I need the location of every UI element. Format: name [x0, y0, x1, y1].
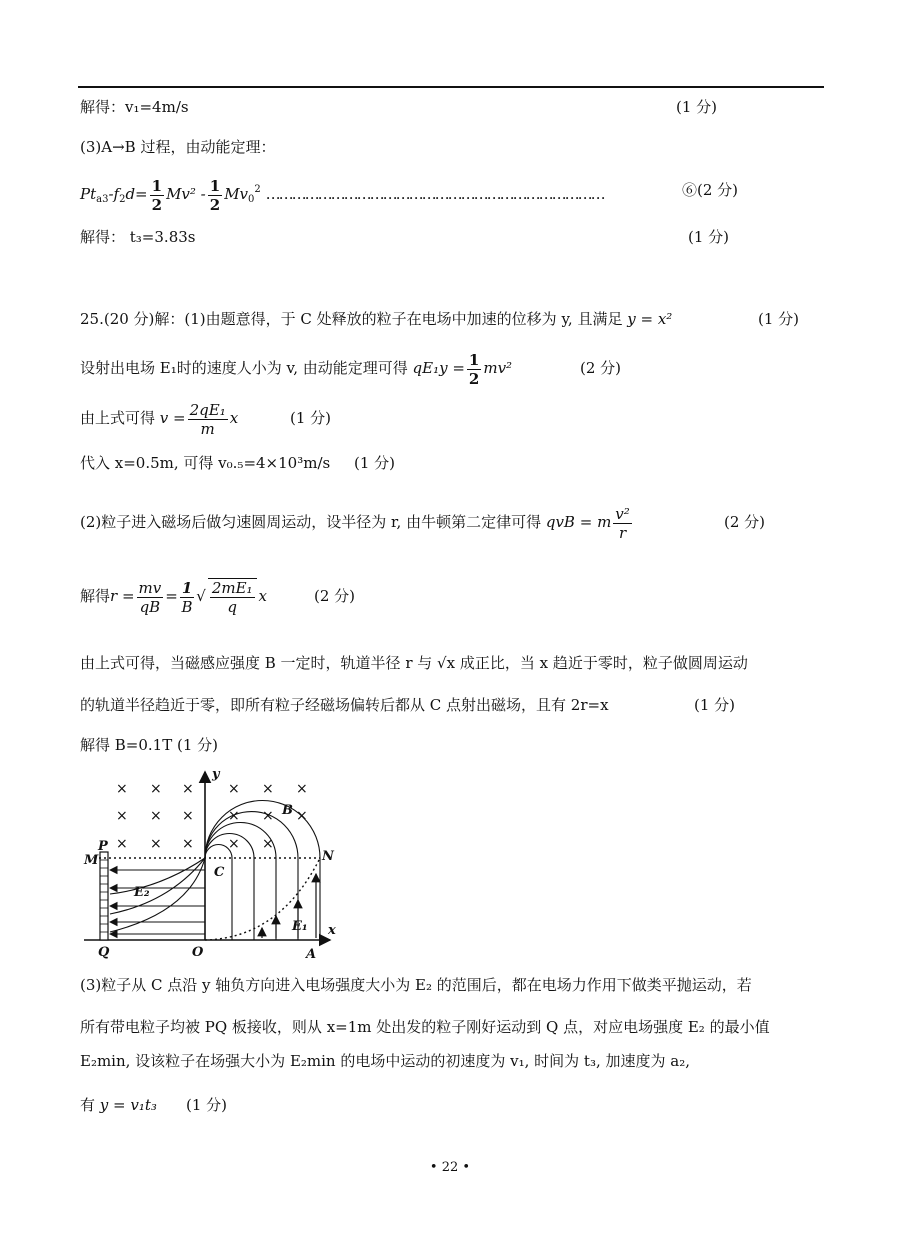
label-E2: E₂ [134, 885, 150, 900]
cross-mark: × [116, 808, 128, 824]
cross-mark: × [228, 836, 240, 852]
analysis-line-2: 的轨道半径趋近于零，即所有粒子经磁场偏转后都从 C 点射出磁场，且有 2r=x [80, 696, 609, 714]
radius-d2: B [181, 597, 193, 616]
velocity-line [80, 398, 238, 438]
part3-heading: (3)A→B 过程，由动能定理： [80, 138, 276, 156]
score-q25: (1 分) [758, 310, 800, 328]
radius-line: 解得r = $\frac{mv}{qB}$ = $\frac{1}{B}$ √ $\frac{\text{2mE₁}}{q}$ x [80, 578, 268, 616]
cross-mark: × [182, 836, 194, 852]
ke-rhs: mv² [483, 359, 513, 377]
newton-text: (2)粒子进入磁场后做匀速圆周运动，设半径为 r, 由牛顿第二定律可得 [80, 513, 542, 531]
score-ke: (2 分) [580, 359, 622, 377]
score-y-eq: (1 分) [186, 1096, 228, 1114]
label-A: A [306, 947, 317, 962]
y-eq: y = v₁t₃ [99, 1096, 157, 1114]
part3-line-4 [80, 1094, 157, 1116]
eq-mv0: Mv [224, 185, 249, 203]
label-M: M [84, 853, 99, 868]
e2-trajectories [110, 858, 205, 932]
answer-t3: 解得： t₃=3.83s [80, 228, 196, 246]
radius-x: x [258, 587, 268, 605]
cross-mark: × [150, 808, 162, 824]
cross-mark: × [296, 808, 308, 824]
score-newton: (2 分) [724, 513, 766, 531]
score-radius: (2 分) [314, 587, 356, 605]
label-P: P [98, 839, 108, 854]
e1-field-lines [262, 874, 316, 938]
pq-plate [100, 852, 108, 940]
label-Q: Q [98, 945, 110, 960]
cross-mark: × [228, 781, 240, 797]
label-N: N [322, 849, 334, 864]
newton-den: r [618, 523, 627, 542]
cross-mark: × [262, 836, 274, 852]
label-y: y [212, 767, 220, 782]
radius-n1: mv [138, 578, 162, 597]
label-E1: E₁ [292, 919, 308, 934]
radius-n2: 1 [181, 578, 193, 597]
cross-mark: × [228, 808, 240, 824]
label-B: B [282, 803, 293, 818]
newton-eq: qvB = m [545, 513, 612, 531]
have-text: 有 [80, 1096, 96, 1114]
radius-rd: q [227, 598, 237, 616]
score-2r: (1 分) [694, 696, 736, 714]
cross-mark: × [262, 781, 274, 797]
newton-num: v² [615, 504, 630, 523]
eq-d: d= [125, 185, 148, 203]
e2-field-lines [110, 870, 205, 934]
top-rule [78, 86, 824, 88]
radius-rn: 2mE₁ [211, 579, 253, 597]
radius-d1: qB [139, 597, 161, 616]
q25-text: 25.(20 分)解：(1)由题意得，于 C 处释放的粒子在电场中加速的位移为 y, 且满足 [80, 310, 623, 328]
vel-num: 2qE₁ [189, 400, 226, 419]
cross-mark: × [262, 808, 274, 824]
page-number: • 22 • [429, 1160, 471, 1175]
score-vel: (1 分) [290, 409, 332, 427]
part3-line-1: (3)粒子从 C 点沿 y 轴负方向进入电场强度大小为 E₂ 的范围后，都在电场力作用下做类平抛运动，若 [80, 976, 752, 994]
label-C: C [214, 865, 225, 880]
eq-f: -f [108, 185, 120, 203]
analysis-line-1: 由上式可得，当磁感应强度 B 一定时，轨道半径 r 与 √x 成正比，当 x 趋近于零时，粒子做圆周运动 [80, 654, 748, 672]
cross-mark: × [150, 836, 162, 852]
substitute-line: 代入 x=0.5m, 可得 v₀.₅=4×10³m/s [80, 454, 331, 472]
answer-v1 [80, 96, 189, 118]
part3-line-2: 所有带电粒子均被 PQ 板接收，则从 x=1m 处出发的粒子刚好运动到 Q 点，对应电场强度 E₂ 的最小值 [80, 1018, 770, 1036]
radius-lhs: r = [110, 587, 135, 605]
newton-line [80, 502, 634, 542]
field-diagram [80, 762, 342, 962]
radius-text: 解得 [80, 587, 111, 605]
cross-mark: × [150, 781, 162, 797]
cross-mark: × [182, 808, 194, 824]
q25-eq: y = x² [627, 310, 673, 328]
score-t3: (1 分) [688, 228, 730, 246]
label-x: x [328, 923, 336, 938]
vel-lhs: v = [159, 409, 186, 427]
radius-eq: = [165, 587, 178, 605]
part3-line-3: E₂min, 设该粒子在场强大小为 E₂min 的电场中运动的初速度为 v₁, 时间为 t₃, 加速度为 a₂, [80, 1052, 690, 1070]
score-sub: (1 分) [354, 454, 396, 472]
cross-mark: × [296, 781, 308, 797]
ke-lhs: qE₁y = [412, 359, 465, 377]
cross-mark: × [116, 836, 128, 852]
cross-mark: × [182, 781, 194, 797]
eq-mv2: Mv² - [166, 185, 206, 203]
leader-dots: …………………………………………………………………… [265, 185, 604, 203]
cross-mark: × [116, 781, 128, 797]
vel-text: 由上式可得 [80, 409, 156, 427]
vel-den: m [200, 419, 215, 438]
energy-theorem-equation: $Pt_{a3}-f_2d=$ $\frac{1}{2}$ Mv² - $\frac{1}{2}$ $Mv_0^2$ …………………………………………………………………… [80, 176, 604, 214]
q25-intro [80, 308, 672, 330]
eq-pt: Pt [80, 185, 97, 203]
vel-x: x [229, 409, 239, 427]
label-O: O [192, 945, 204, 960]
ke-text: 设射出电场 E₁时的速度人小为 v, 由动能定理可得 [80, 359, 408, 377]
answer-v1-text: 解得：v₁=4m/s [80, 98, 189, 116]
kinetic-energy-line: 设射出电场 E₁时的速度人小为 v, 由动能定理可得 qE₁y = $\frac{1}{2}$ mv² [80, 350, 513, 388]
score-1: (1 分) [676, 98, 718, 116]
answer-B: 解得 B=0.1T (1 分) [80, 736, 219, 754]
score-6: ⑥(2 分) [682, 181, 739, 199]
